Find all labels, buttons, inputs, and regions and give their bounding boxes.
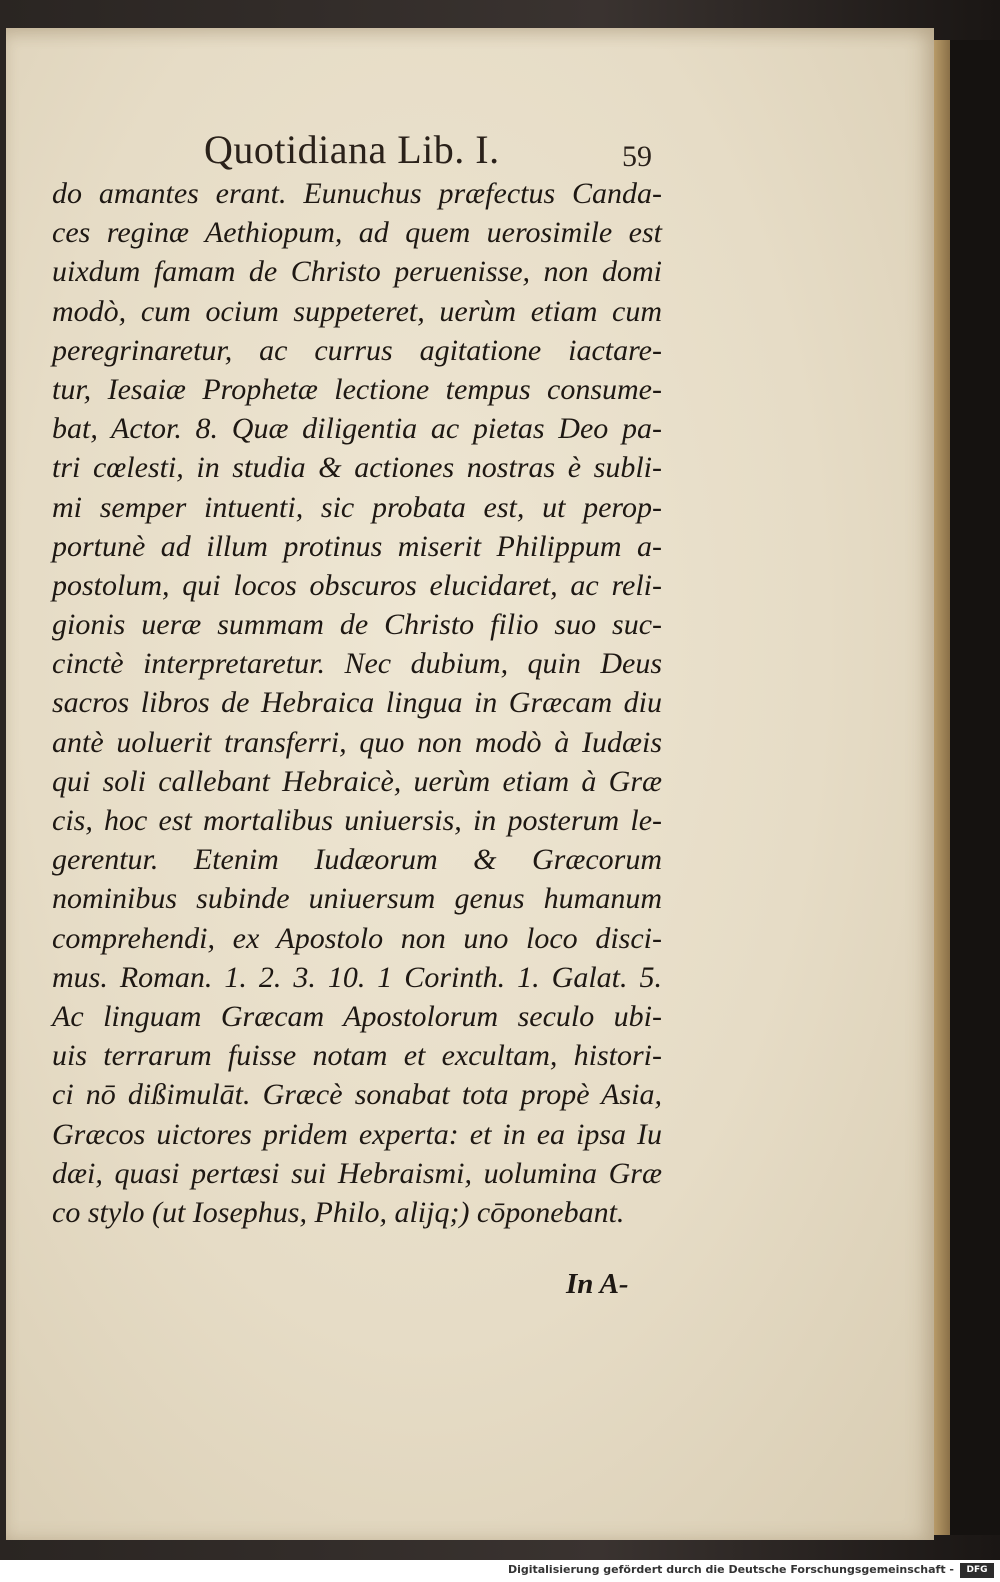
body-text	[52, 174, 662, 1232]
text-line: gerentur. Etenim Iudæorum & Græcorum	[52, 843, 662, 877]
text-line: Ac linguam Græcam Apostolorum seculo ubi-	[52, 999, 662, 1033]
text-line: dæi, quasi pertæsi sui Hebraismi, uolumina Græ	[52, 1156, 662, 1190]
page-header	[6, 126, 934, 176]
text-line: co stylo (ut Iosephus, Philo, alijq;) cōponebant.	[52, 1195, 625, 1229]
text-line: uixdum famam de Christo peruenisse, non domi	[52, 255, 662, 289]
text-line: cinctè interpretaretur. Nec dubium, quin Deus	[52, 647, 662, 681]
text-line: do amantes erant. Eunuchus præfectus Canda-	[52, 177, 662, 210]
text-line: mus. Roman. 1. 2. 3. 10. 1 Corinth. 1. Galat. 5.	[52, 960, 662, 994]
text-line: sacros libros de Hebraica lingua in Græcam diu	[52, 686, 662, 720]
digitization-footer	[0, 1560, 1000, 1582]
text-line: peregrinaretur, ac currus agitatione iactare-	[52, 333, 662, 367]
page-number: 59	[622, 140, 652, 173]
book-page	[6, 28, 934, 1540]
text-line: ces reginæ Aethiopum, ad quem uerosimile est	[52, 216, 662, 250]
text-line: tri cœlesti, in studia & actiones nostras è subli-	[52, 451, 662, 485]
text-line: gionis ueræ summam de Christo filio suo suc-	[52, 608, 662, 642]
text-line: antè uoluerit transferri, quo non modò à Iudæis	[52, 725, 662, 759]
text-line: comprehendi, ex Apostolo non uno loco disci-	[52, 921, 662, 955]
text-line: postolum, qui locos obscuros elucidaret, ac reli-	[52, 568, 662, 602]
text-line: ci nō dißimulāt. Græcè sonabat tota propè Asia,	[52, 1078, 662, 1112]
funding-credit: Digitalisierung gefördert durch die Deutsche Forschungsgemeinschaft -	[507, 1563, 954, 1576]
text-line: tur, Iesaiæ Prophetæ lectione tempus consume-	[52, 372, 662, 406]
text-line: portunè ad illum protinus miserit Philippum a-	[52, 529, 662, 563]
book-binding	[950, 40, 1000, 1535]
text-line: Græcos uictores pridem experta: et in ea ipsa Iu	[52, 1117, 662, 1151]
text-line: uis terrarum fuisse notam et excultam, histori-	[52, 1039, 662, 1073]
text-line: cis, hoc est mortalibus uniuersis, in posterum le-	[52, 804, 662, 837]
text-line: qui soli callebant Hebraicè, uerùm etiam à Græ	[52, 764, 662, 798]
text-line: modò, cum ocium suppeteret, uerùm etiam cum	[52, 294, 662, 328]
text-line: bat, Actor. 8. Quæ diligentia ac pietas Deo pa-	[52, 412, 662, 446]
page-edge	[934, 40, 950, 1535]
text-line: nominibus subinde uniuersum genus humanum	[52, 882, 662, 916]
catchword: In A-	[566, 1268, 629, 1300]
dfg-logo: DFG	[960, 1563, 994, 1578]
text-line: mi semper intuenti, sic probata est, ut perop-	[52, 490, 662, 524]
running-title: Quotidiana Lib. I.	[204, 127, 500, 172]
